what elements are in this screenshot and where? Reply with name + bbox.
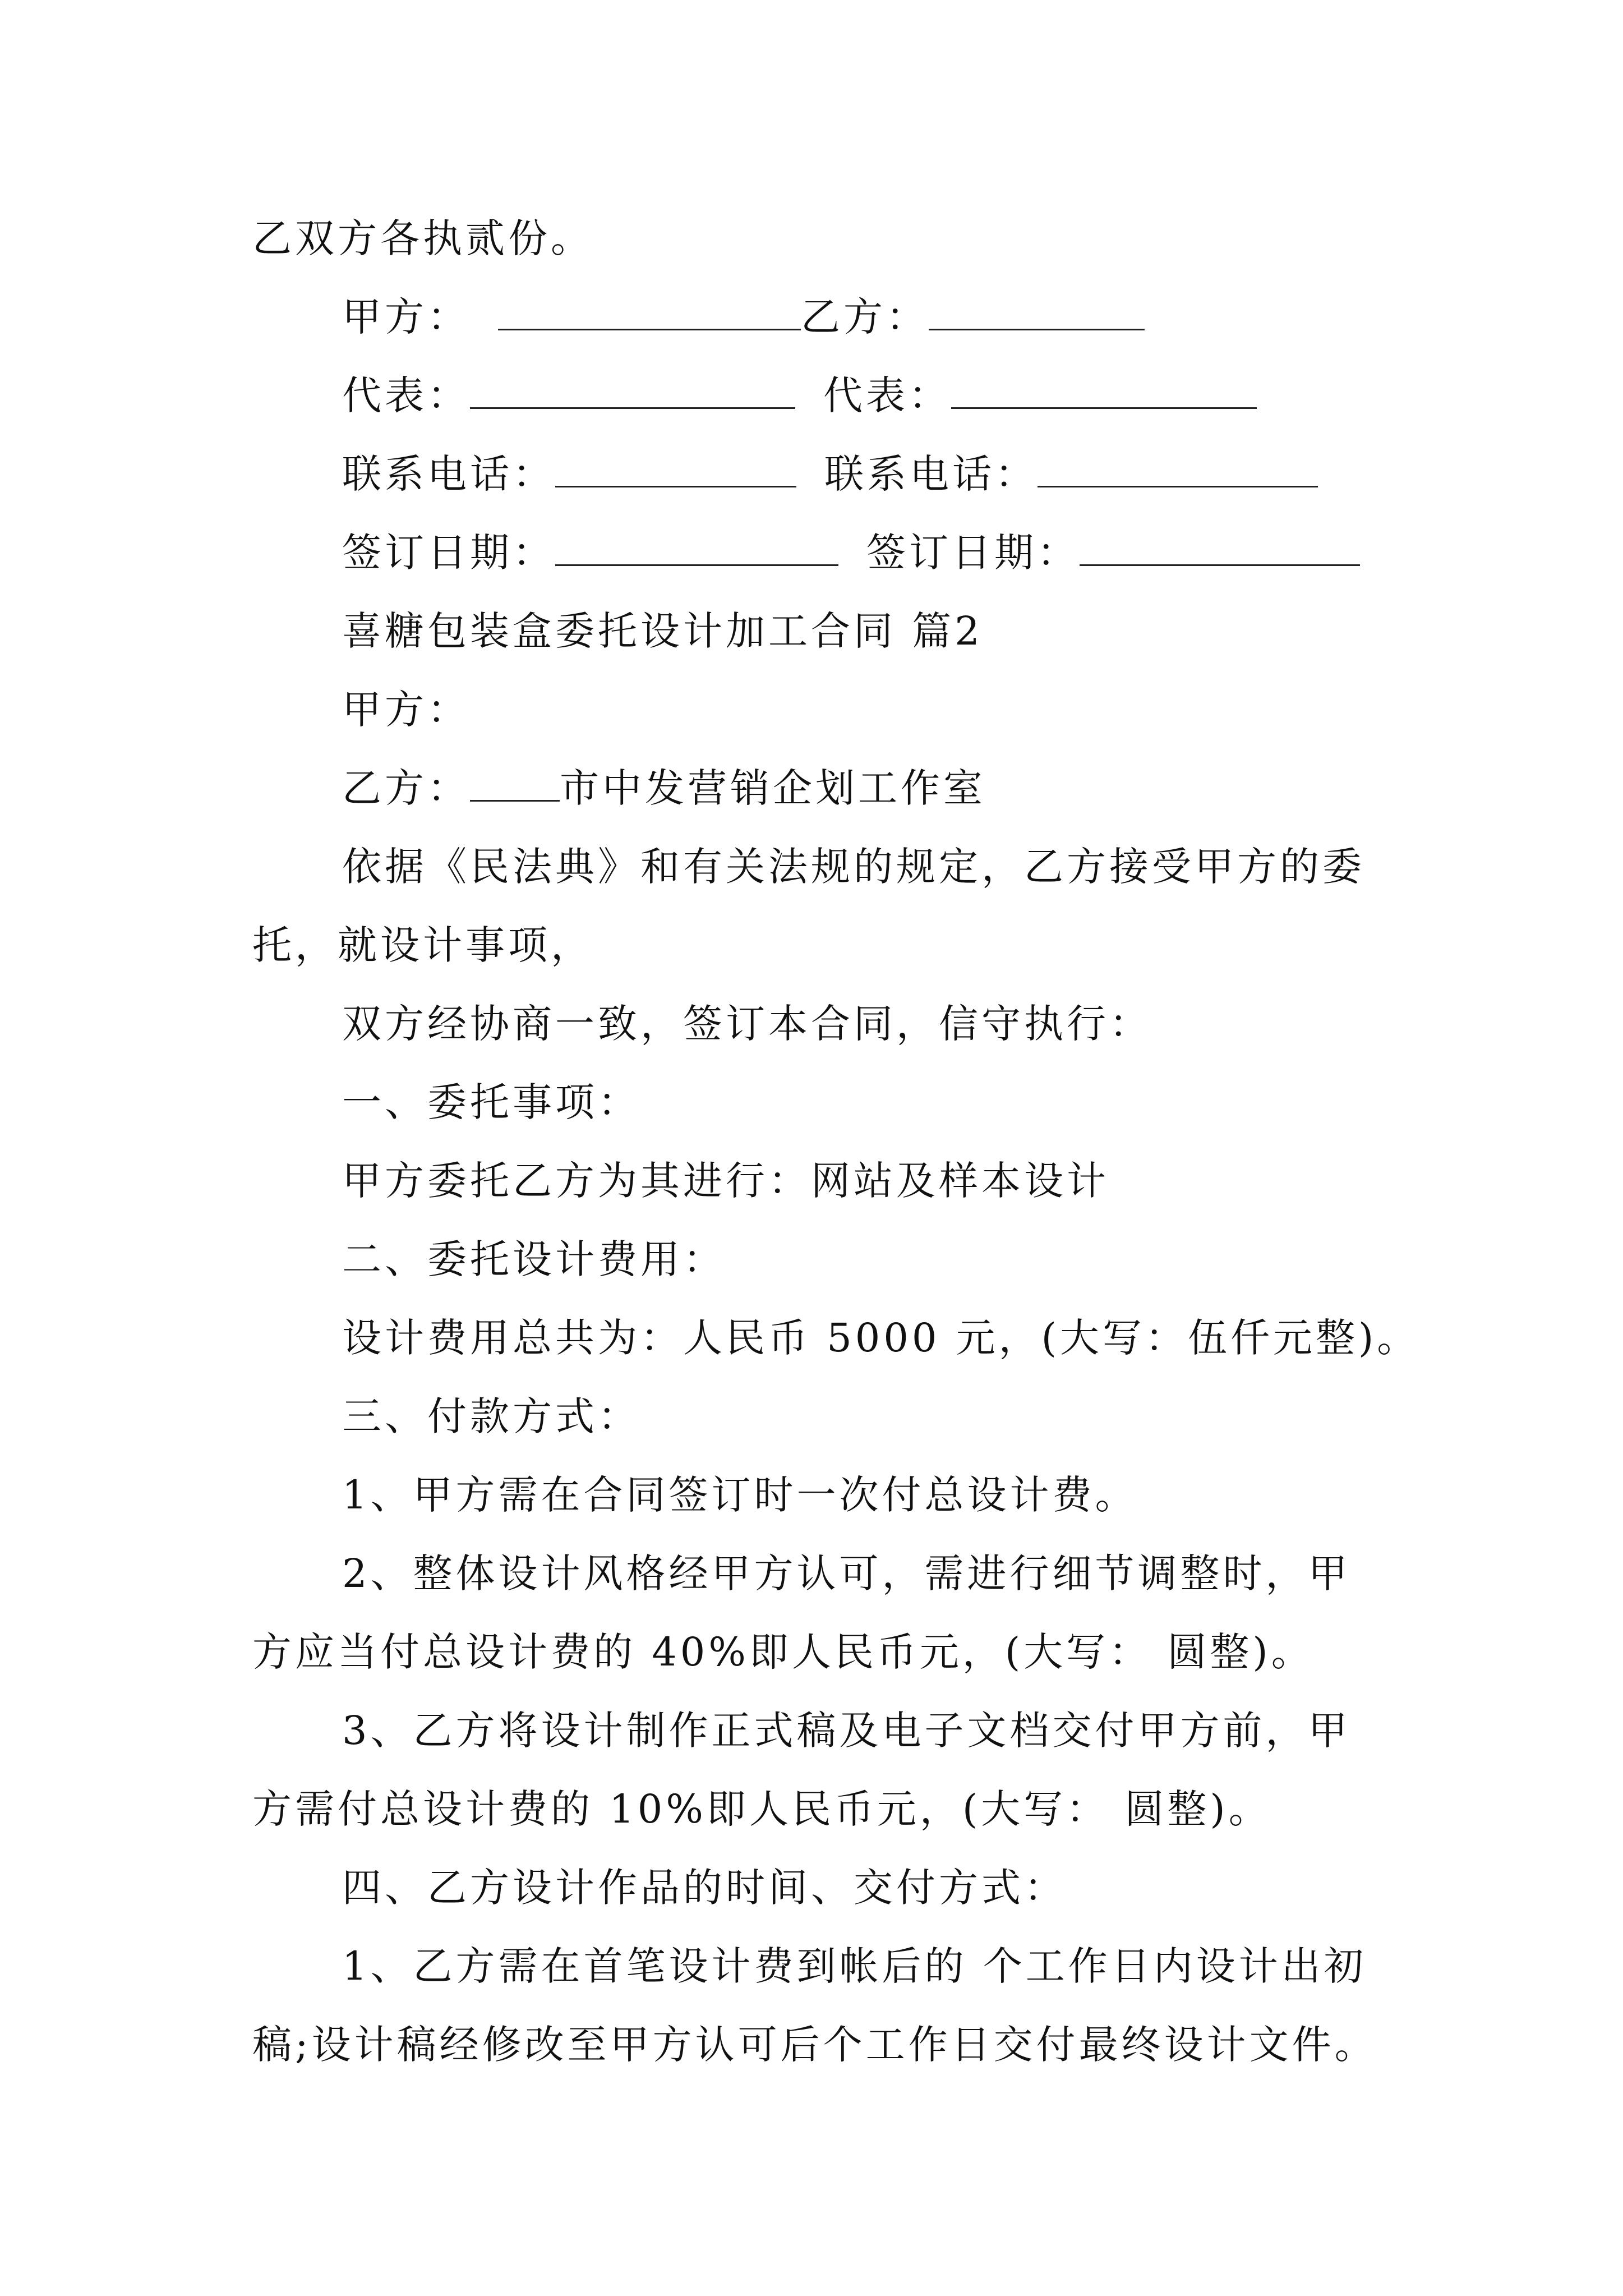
party-a-date-label: 签订日期：: [342, 530, 555, 576]
party-b-blank: [929, 294, 1145, 330]
party-b-date-blank: [1080, 530, 1360, 566]
party-a-label: 甲方：: [342, 294, 470, 340]
party-b-name: 市中发营销企划工作室: [560, 765, 986, 811]
party-b-rep-blank: [951, 372, 1257, 409]
text-line: 稿;设计稿经修改至甲方认可后个工作日交付最终设计文件。: [252, 2022, 1377, 2068]
party-b-phone-blank: [1038, 451, 1318, 487]
text-line: 依据《民法典》和有关法规的规定，乙方接受甲方的委: [342, 844, 1365, 890]
party-b-date-label: 签订日期：: [866, 530, 1080, 576]
text-line: 乙双方各执贰份。: [252, 215, 593, 261]
text-line: 方应当付总设计费的 40%即人民币元，(大写： 圆整)。: [252, 1629, 1314, 1675]
party-b-rep-label: 代表：: [823, 372, 951, 418]
section-heading: 喜糖包装盒委托设计加工合同 篇2: [342, 608, 983, 654]
text-line: 设计费用总共为：人民币 5000 元，(大写：伍仟元整)。: [342, 1315, 1420, 1361]
party-b-label: 乙方：: [801, 294, 929, 340]
text-line: 方需付总设计费的 10%即人民币元，(大写： 圆整)。: [252, 1786, 1271, 1832]
city-blank: [470, 765, 560, 802]
text-line: 2、整体设计风格经甲方认可，需进行细节调整时，甲: [342, 1550, 1351, 1596]
party-a-date-blank: [555, 530, 838, 566]
clause-heading: 四、乙方设计作品的时间、交付方式：: [342, 1865, 1067, 1911]
clause-heading: 三、付款方式：: [342, 1393, 640, 1439]
signature-row-phone: [342, 446, 1318, 502]
party-a-rep-blank: [470, 372, 795, 409]
party-b-label: 乙方：: [342, 765, 470, 811]
text-line: 1、乙方需在首笔设计费到帐后的 个工作日内设计出初: [342, 1943, 1367, 1989]
text-line: 3、乙方将设计制作正式稿及电子文档交付甲方前，甲: [342, 1708, 1351, 1754]
party-a-blank: [498, 294, 801, 330]
text-line: 双方经协商一致，签订本合同，信守执行：: [342, 1001, 1152, 1047]
signature-row-date: [342, 524, 1360, 581]
party-a-line: 甲方：: [342, 687, 470, 733]
text-line: 1、甲方需在合同签订时一次付总设计费。: [342, 1472, 1138, 1518]
party-a-phone-blank: [555, 451, 796, 487]
signature-row-representative: [342, 367, 1257, 424]
clause-heading: 二、委托设计费用：: [342, 1236, 726, 1282]
signature-row-party: [342, 289, 1145, 345]
party-b-phone-label: 联系电话：: [824, 451, 1038, 497]
clause-heading: 一、委托事项：: [342, 1079, 640, 1125]
text-line: 甲方委托乙方为其进行：网站及样本设计: [342, 1158, 1109, 1204]
party-a-rep-label: 代表：: [342, 372, 470, 418]
text-line: 托，就设计事项，: [252, 922, 593, 968]
party-a-phone-label: 联系电话：: [342, 451, 555, 497]
party-b-line: [342, 760, 986, 816]
